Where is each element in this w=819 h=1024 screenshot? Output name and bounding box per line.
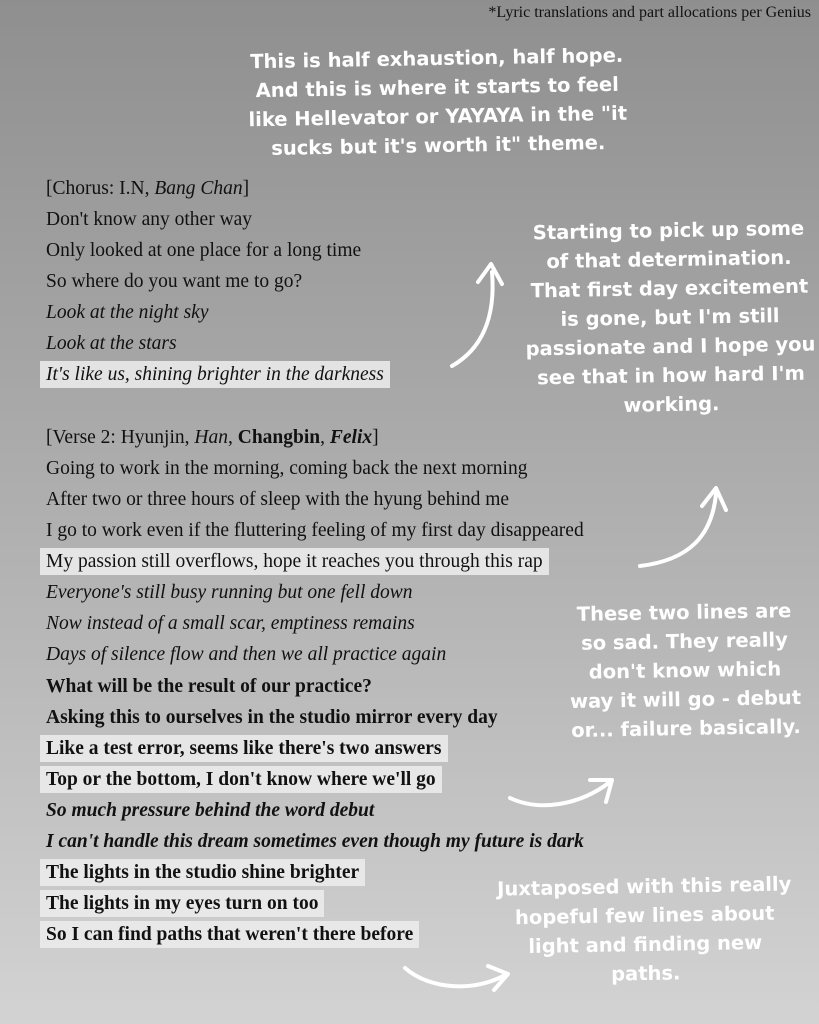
verse2-line: So much pressure behind the word debut [46,800,375,821]
verse2-line-highlighted: Like a test error, seems like there's two answers [40,735,448,762]
chorus-line: Only looked at one place for a long time [46,240,362,261]
verse2-line: Asking this to ourselves in the studio mirror every day [46,707,498,728]
annotation-note-2: Starting to pick up some of that determination. That first day excitement is gone, but I'm still passionate and I hope you see that in how hard I'm working. [525,216,816,417]
verse2-line: Going to work in the morning, coming back the next morning [46,458,528,479]
source-credit: *Lyric translations and part allocations per Genius [488,4,811,21]
annotation-note-4: Juxtaposed with this really hopeful few lines about light and finding new paths. [496,872,792,986]
verse2-line-highlighted: The lights in the studio shine brighter [40,859,365,886]
verse2-line: Days of silence flow and then we all practice again [46,644,447,665]
verse2-line: After two or three hours of sleep with the hyung behind me [46,489,510,510]
chorus-line-highlighted: It's like us, shining brighter in the darkness [40,361,390,388]
chorus-line: Don't know any other way [46,209,253,230]
verse2-line: I go to work even if the fluttering feeling of my first day disappeared [46,520,584,541]
verse2-line-highlighted: Top or the bottom, I don't know where we'll go [40,766,442,793]
verse2-line-highlighted: My passion still overflows, hope it reaches you through this rap [40,548,549,575]
verse2-header: [Verse 2: Hyunjin, Han, Changbin, Felix] [46,427,379,448]
verse2-line-highlighted: So I can find paths that weren't there before [40,921,419,948]
arrow-icon [452,264,502,366]
verse2-line: Everyone's still busy running but one fell down [46,582,413,603]
chorus-line: Look at the stars [46,333,177,354]
arrow-icon [640,488,726,566]
verse2-line: I can't handle this dream sometimes even though my future is dark [46,831,584,852]
arrow-icon [510,780,612,805]
annotation-note-3: These two lines are so sad. They really don't know which way it will go - debut or... failure basically. [569,599,802,742]
verse2-line-highlighted: The lights in my eyes turn on too [40,890,324,917]
verse2-line: Now instead of a small scar, emptiness remains [46,613,415,634]
verse2-line: What will be the result of our practice? [46,676,372,697]
arrow-icon [405,966,508,990]
chorus-line: So where do you want me to go? [46,271,303,292]
annotation-note-1: This is half exhaustion, half hope. And this is where it starts to feel like Hellevator or YAYAYA in the "it sucks but it's worth it" theme. [248,43,628,160]
chorus-line: Look at the night sky [46,302,209,323]
chorus-header: [Chorus: I.N, Bang Chan] [46,178,250,199]
